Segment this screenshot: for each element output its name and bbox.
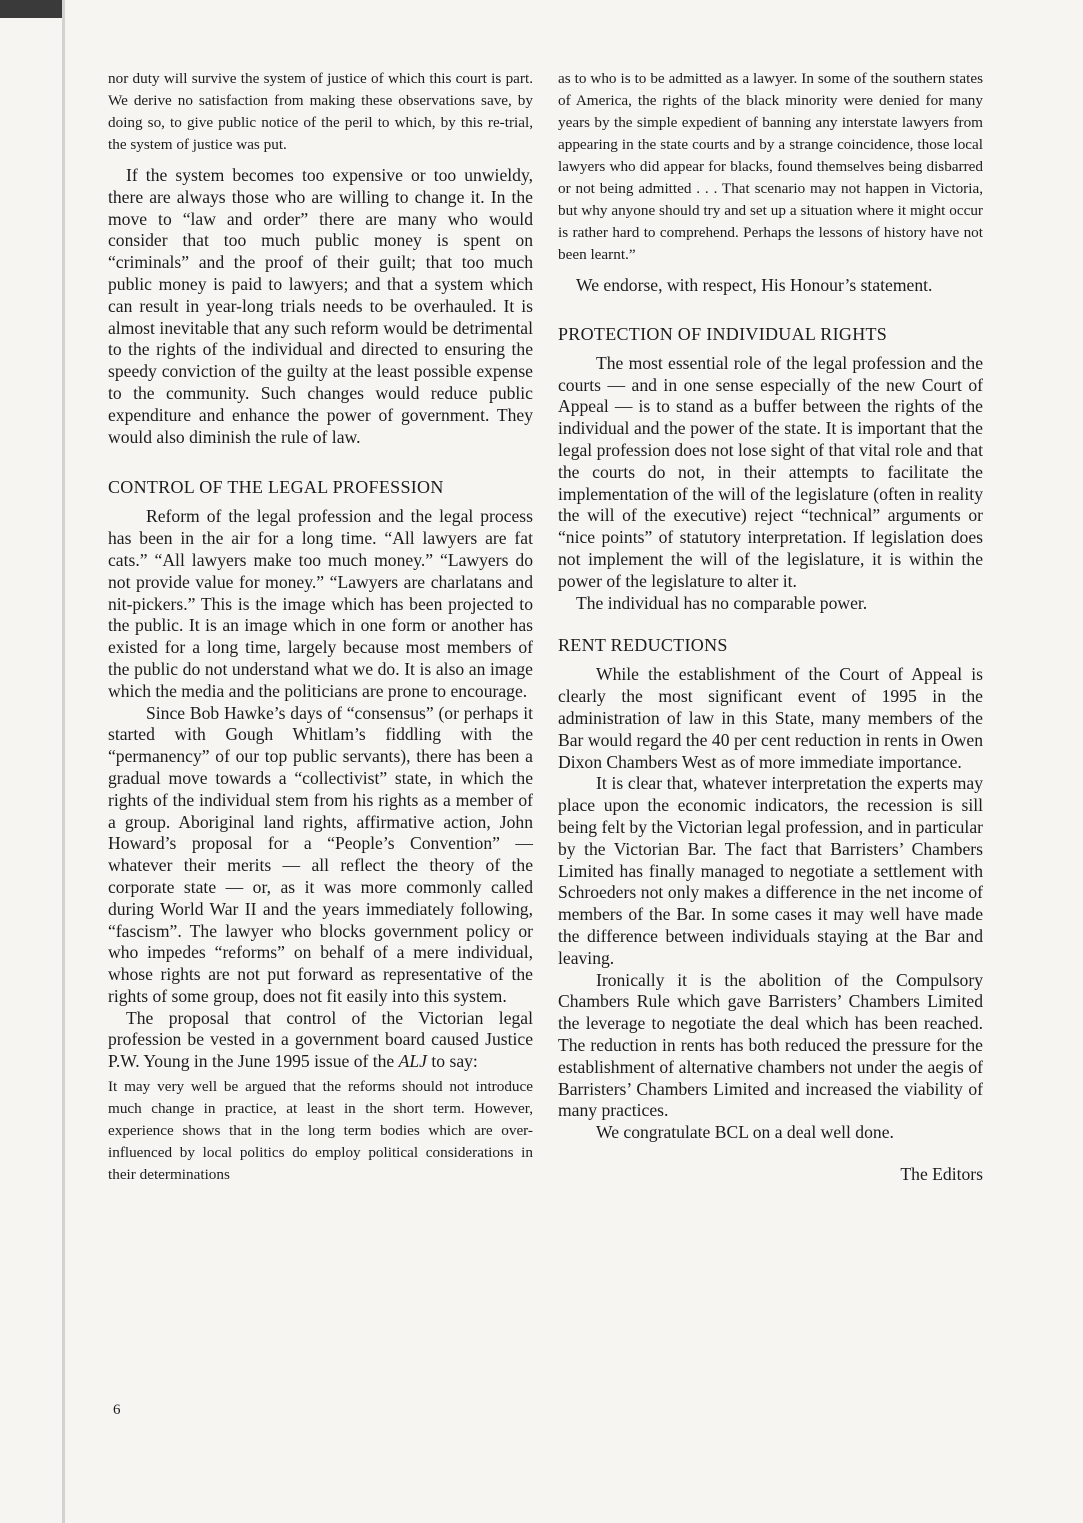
left-paragraph-1: nor duty will survive the system of justice of which this court is part. We derive no satisfaction from making these observations save, by doing so, to give public notice of the peril to which, by this re-trial, the system of justice was put. <box>108 70 533 153</box>
quote-continuation: as to who is to be admitted as a lawyer. In some of the southern states of America, the rights of the black minority were denied for many years by the simple expedient of banning any interstate lawyers from appearing in the state courts and by a strange coincidence, those local lawyers who did appear for blacks, found themselves being disbarred or not being admitted . . . That scenario may not happen in Victoria, but why anyone should try and set up a situation where it might occur is rather hard to comprehend. Perhaps the lessons of history have not been learnt.” <box>558 70 983 263</box>
right-column <box>558 68 983 1185</box>
right-paragraph-1: We endorse, with respect, His Honour’s statement. <box>576 275 933 295</box>
quote-block: It may very well be argued that the reforms should not introduce much change in practice, at least in the short term. However, experience shows that in the long term bodies which are over-influenced by local politics do employ political considerations in their determinations <box>108 1078 533 1184</box>
heading-control-of-legal-profession: CONTROL OF THE LEGAL PROFESSION <box>108 477 444 498</box>
right-paragraph-6: Ironically it is the abolition of the Compulsory Chambers Rule which gave Barristers’ Chambers Limited the leverage to negotiate the deal which has been reached. The reduction in rents has both reduced the pressure for the establishment of alternative chambers not under the aegis of Barristers’ Chambers Limited and increased the viability of many practices. <box>558 969 983 1121</box>
journal-name: ALJ <box>398 1051 427 1072</box>
scan-corner-mark <box>0 0 62 18</box>
left-paragraph-3: Reform of the legal profession and the legal process has been in the air for a long time. “All lawyers are fat cats.” “All lawyers make too much money.” “Lawyers do not provide value for money.” “Lawyers are charlatans and nit-pickers.” This is the image which has been projected to the public. It is an image which in one form or another has existed for a long time, largely because most members of the public do not understand what we do. It is also an image which the media and the politicians are prone to encourage. <box>108 506 533 701</box>
left-paragraph-5 <box>108 1008 533 1073</box>
right-paragraph-7: We congratulate BCL on a deal well done. <box>596 1122 894 1143</box>
left-column <box>108 68 533 1186</box>
p5-tail: to say: <box>426 1051 478 1072</box>
right-paragraph-5: It is clear that, whatever interpretation the experts may place upon the economic indicators, the recession is sill being felt by the Victorian legal profession, and in particular by the Victorian Bar. The fact that Barristers’ Chambers Limited has finally managed to negotiate a settlement with Schroeders not only makes a difference in the net income of members of the Bar. In some cases it may well have made the difference between individuals staying at the Bar and leaving. <box>558 773 983 968</box>
right-paragraph-2: The most essential role of the legal profession and the courts — and in one sense especially of the new Court of Appeal — is to stand as a buffer between the rights of the individual and the power of the state. It is important that the legal profession does not lose sight of that vital role and that the courts do not, in their attempts to facilitate the implementation of the will of the legislature (often in reality the will of the executive) reject “technical” arguments or “nice points” of statutory interpretation. If legislation does not implement the will of the legislature, it is within the power of the legislature to alter it. <box>558 352 983 591</box>
left-paragraph-2: If the system becomes too expensive or too unwieldy, there are always those who are willing to change it. In the move to “law and order” there are many who would consider that too much public money is spent on “criminals” and the proof of their guilt; that too much public money is paid to lawyers; and that a system which can result in year-long trials needs to be overhauled. It is almost inevitable that any such reform would be detrimental to the rights of the individual and directed to ensuring the speedy conviction of the guilty at the least possible expense to the community. Such changes would reduce public expenditure and enhance the power of government. They would also diminish the rule of law. <box>108 165 533 447</box>
signature: The Editors <box>900 1163 983 1184</box>
right-paragraph-3: The individual has no comparable power. <box>576 592 868 613</box>
heading-rent-reductions: RENT REDUCTIONS <box>558 635 728 656</box>
page-number: 6 <box>113 1402 121 1418</box>
page-edge-shadow <box>62 0 65 1523</box>
left-paragraph-4: Since Bob Hawke’s days of “consensus” (or perhaps it started with Gough Whitlam’s fiddling with the “permanency” of our top public servants), there has been a gradual move towards a “collectivist” state, in which the rights of the individual stem from his rights as a member of a group. Aboriginal land rights, affirmative action, John Howard’s proposal for a “People’s Convention” — whatever their merits — all reflect the theory of the corporate state — or, as it was more commonly called during World War II and the years immediately following, “fascism”. The lawyer who blocks government policy or who impedes “reforms” on behalf of a mere individual, whose rights are not put forward as representative of the rights of some group, does not fit easily into this system. <box>108 702 533 1006</box>
right-paragraph-4: While the establishment of the Court of Appeal is clearly the most significant event of 1995 in the administration of law in this State, many members of the Bar would regard the 40 per cent reduction in rents in Owen Dixon Chambers West as of more immediate importance. <box>558 664 983 772</box>
p5-lead: The proposal that control of the Victorian legal profession be vested in a government board caused Justice P.W. Young in the June 1995 issue of the <box>108 1007 533 1072</box>
heading-protection-of-individual-rights: PROTECTION OF INDIVIDUAL RIGHTS <box>558 323 888 344</box>
